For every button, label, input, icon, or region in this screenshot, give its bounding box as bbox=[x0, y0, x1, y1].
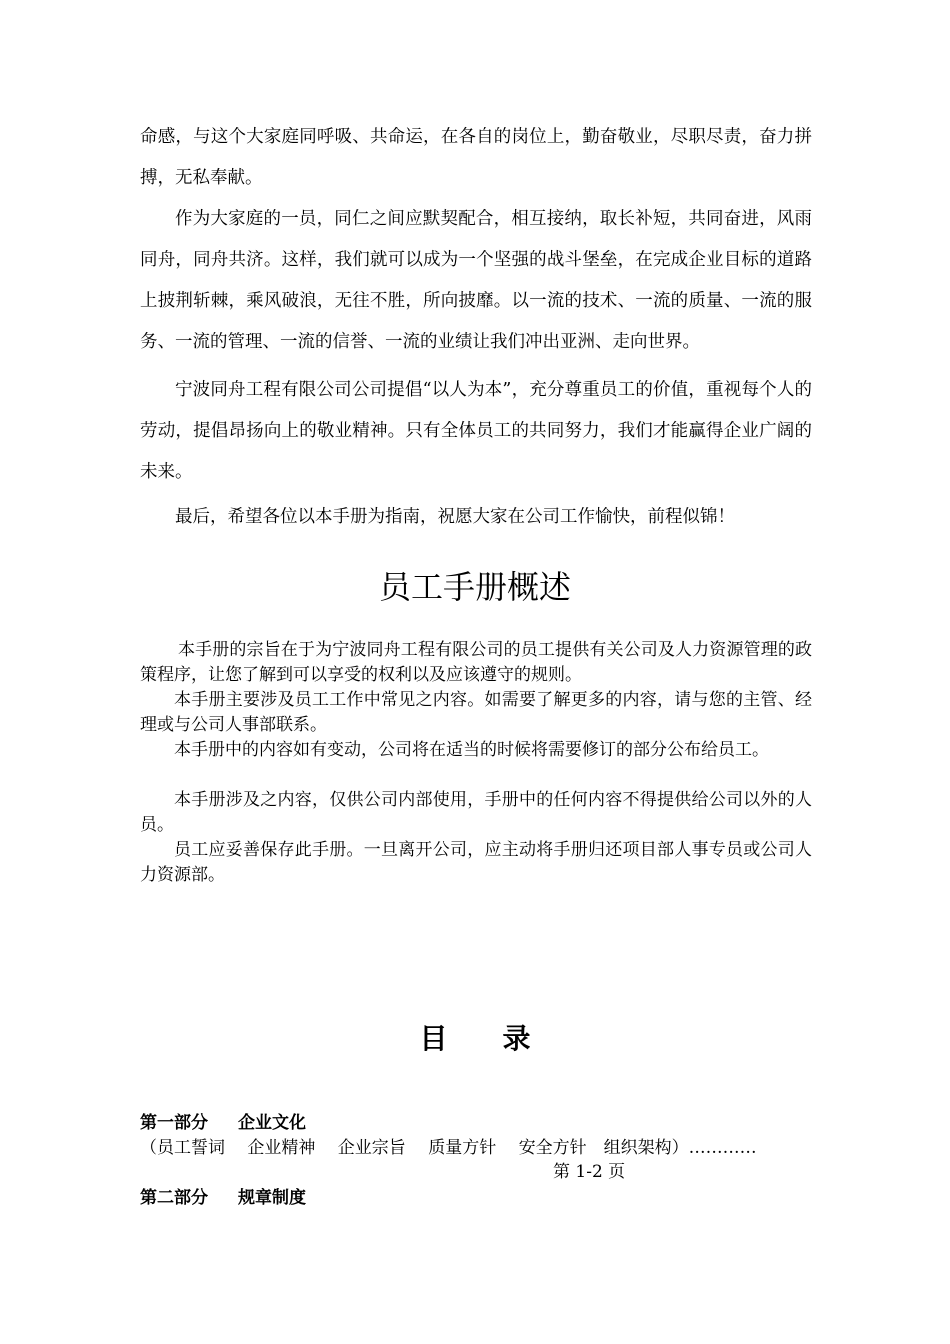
intro-paragraph-3: 宁波同舟工程有限公司公司提倡“以人为本”，充分尊重员工的价值，重视每个人的劳动，提倡昂扬向上的敬业精神。只有全体员工的共同努力，我们才能赢得企业广阔的未来。 bbox=[140, 380, 812, 482]
overview-item-4: 本手册涉及之内容，仅供公司内部使用，手册中的任何内容不得提供给公司以外的人员。 bbox=[140, 790, 812, 835]
toc-part-1-page: 第 1-2 页 bbox=[553, 1162, 626, 1182]
overview-item-2: 本手册主要涉及员工工作中常见之内容。如需要了解更多的内容，请与您的主管、经理或与公司人事部联系。 bbox=[140, 690, 812, 735]
toc-part-1-detail: （员工誓词 企业精神 企业宗旨 质量方针 安全方针 组织架构）………… bbox=[140, 1138, 757, 1158]
toc-part-2-name: 规章制度 bbox=[238, 1188, 306, 1208]
toc-part-1-number: 第一部分 bbox=[140, 1113, 208, 1133]
overview-item-3: 本手册中的内容如有变动，公司将在适当的时候将需要修订的部分公布给员工。 bbox=[174, 740, 769, 760]
overview-title: 员工手册概述 bbox=[378, 568, 571, 606]
intro-paragraph-1: 命感，与这个大家庭同呼吸、共命运，在各自的岗位上，勤奋敬业，尽职尽责，奋力拼搏，无私奉献。 bbox=[140, 127, 812, 188]
overview-item-1: 本手册的宗旨在于为宁波同舟工程有限公司的员工提供有关公司及人力资源管理的政策程序，让您了解到可以享受的权利以及应该遵守的规则。 bbox=[140, 640, 812, 685]
toc-part-2-heading bbox=[140, 1186, 306, 1210]
toc-part-1-name: 企业文化 bbox=[238, 1113, 306, 1133]
intro-paragraph-2: 作为大家庭的一员，同仁之间应默契配合，相互接纳，取长补短，共同奋进，风雨同舟，同舟共济。这样，我们就可以成为一个坚强的战斗堡垒，在完成企业目标的道路上披荆斩棘，乘风破浪，无往不胜，所向披靡。以一流的技术、一流的质量、一流的服务、一流的管理、一流的信誉、一流的业绩让我们冲出亚洲、走向世界。 bbox=[140, 209, 812, 352]
toc-part-1-heading bbox=[140, 1111, 306, 1135]
toc-title-char-1: 目 bbox=[419, 1022, 448, 1055]
toc-part-2-number: 第二部分 bbox=[140, 1188, 208, 1208]
toc-title bbox=[0, 1017, 950, 1057]
toc-title-char-2: 录 bbox=[502, 1022, 531, 1055]
intro-paragraph-4: 最后，希望各位以本手册为指南，祝愿大家在公司工作愉快，前程似锦！ bbox=[175, 507, 735, 527]
overview-item-5: 员工应妥善保存此手册。一旦离开公司，应主动将手册归还项目部人事专员或公司人力资源部。 bbox=[140, 840, 812, 885]
